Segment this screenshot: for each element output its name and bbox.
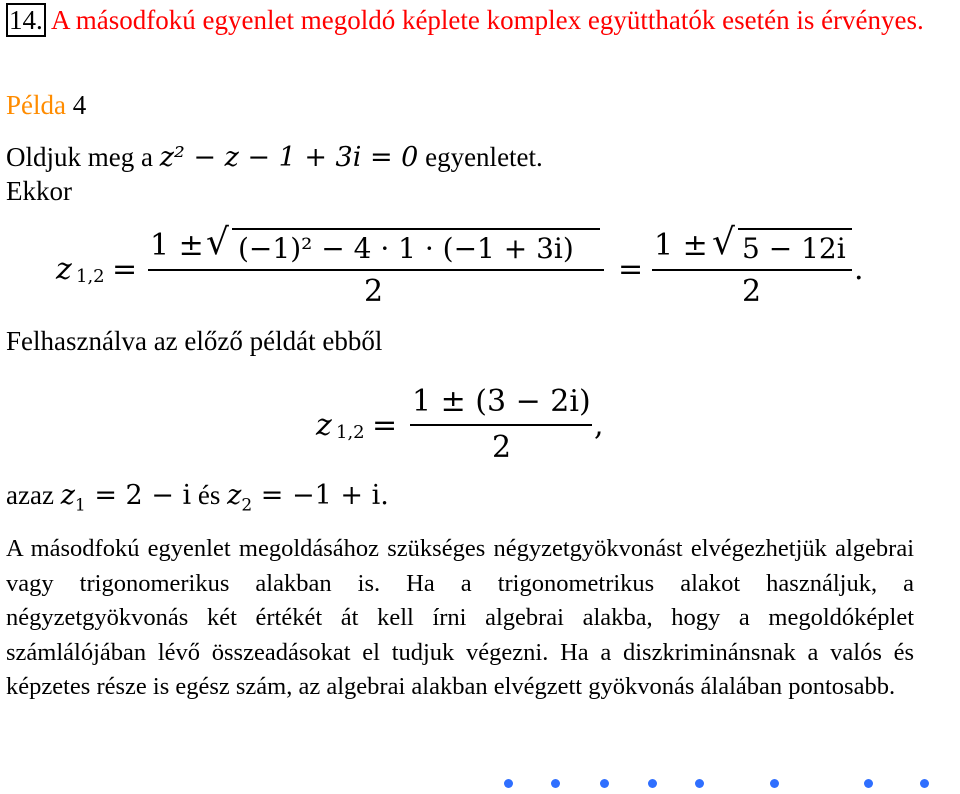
eq2-comma: , bbox=[594, 408, 604, 443]
z1-symbol: z bbox=[60, 480, 75, 511]
nav-first[interactable]: First bbox=[504, 775, 545, 792]
eq2-numerator: 1 ± (3 − 2i) bbox=[412, 384, 591, 419]
bullet-icon bbox=[920, 779, 929, 788]
example-heading bbox=[6, 88, 86, 122]
z1-sub: 1 bbox=[74, 495, 86, 516]
example-label: Példa bbox=[6, 90, 66, 120]
quadratic-formula-equation bbox=[56, 222, 916, 312]
z2-symbol: z bbox=[227, 480, 242, 511]
eq1-numerator-prefix: 1 ± bbox=[150, 228, 204, 263]
bullet-icon bbox=[695, 779, 704, 788]
bullet-icon bbox=[504, 779, 513, 788]
sqrt-sign-2: √ bbox=[712, 222, 735, 263]
navigation-bar bbox=[504, 772, 960, 794]
eq2-equals: = bbox=[372, 408, 398, 443]
eq1-equals: = bbox=[112, 252, 138, 287]
nav-close[interactable]: Close bbox=[864, 775, 914, 792]
nav-quit[interactable]: Quit bbox=[920, 775, 960, 792]
nav-full-screen[interactable]: Full Screen bbox=[770, 775, 858, 792]
explanation-paragraph: A másodfokú egyenlet megoldásához szükséges négyzetgyökvonást elvégezhetjük algebrai vagy trigonomerikus alakban is. Ha a trigonometrikus alakot használjuk, a négyzetgyökvonás két értékét át kell írni algebrai alakba, hogy a megoldóképlet számlálójában lévő összeadásokat el tudjuk végezni. Ha a diszkriminánsnak a valós és képzetes része is egész szám, az algebrai alakban elvégzett gyökvonás álalában pontosabb. bbox=[6, 535, 914, 700]
eq1-equals-2: = bbox=[618, 252, 644, 287]
bullet-icon bbox=[648, 779, 657, 788]
example-number: 4 bbox=[72, 90, 87, 120]
intro-equation: z² − z − 1 + 3i = 0 bbox=[159, 142, 419, 173]
eq2-lhs: z bbox=[316, 408, 332, 443]
z1-value: = 2 − i bbox=[85, 480, 192, 511]
eq1-radicand-2: 5 − 12i bbox=[742, 232, 846, 265]
eq2-lhs-sub: 1,2 bbox=[336, 422, 365, 443]
solution-equation bbox=[316, 380, 656, 470]
eq2-fraction-bar bbox=[410, 424, 592, 426]
sqrt-bar bbox=[232, 228, 600, 230]
title-text: A másodfokú egyenlet megoldó képlete komplex együtthatók esetén is érvényes. bbox=[45, 5, 924, 35]
intro-line bbox=[6, 140, 543, 175]
using-line: Felhasználva az előző példát ebből bbox=[6, 326, 383, 356]
z2-sub: 2 bbox=[241, 495, 253, 516]
eq1-lhs: z bbox=[56, 252, 72, 287]
eq1-denominator-2: 2 bbox=[742, 274, 762, 309]
slide-number: 14. bbox=[6, 3, 46, 37]
bullet-icon bbox=[770, 779, 779, 788]
eq1-fraction-bar-2 bbox=[652, 269, 852, 271]
bullet-icon bbox=[600, 779, 609, 788]
intro-suffix: egyenletet. bbox=[418, 142, 543, 172]
result-prefix: azaz bbox=[6, 480, 61, 510]
nav-next[interactable]: Next bbox=[600, 775, 643, 792]
intro-prefix: Oldjuk meg a bbox=[6, 142, 160, 172]
sqrt-sign: √ bbox=[206, 222, 229, 263]
slide-title bbox=[6, 2, 950, 38]
eq1-lhs-sub: 1,2 bbox=[76, 266, 105, 287]
eq1-period: . bbox=[854, 252, 864, 287]
nav-prev[interactable]: Prev bbox=[551, 775, 594, 792]
result-line bbox=[6, 478, 389, 516]
eq1-numerator2-prefix: 1 ± bbox=[654, 228, 708, 263]
nav-go-back[interactable]: Go Back bbox=[695, 775, 765, 792]
and-word: és bbox=[191, 480, 228, 510]
bullet-icon bbox=[551, 779, 560, 788]
then-line: Ekkor bbox=[6, 176, 72, 206]
eq1-fraction-bar bbox=[148, 269, 604, 271]
eq2-denominator: 2 bbox=[492, 430, 512, 465]
nav-last[interactable]: Last bbox=[648, 775, 688, 792]
z2-value: = −1 + i. bbox=[252, 480, 389, 511]
sqrt-bar-2 bbox=[738, 228, 852, 230]
eq1-denominator: 2 bbox=[364, 274, 384, 309]
eq1-radicand: (−1)² − 4 · 1 · (−1 + 3i) bbox=[238, 232, 574, 265]
bullet-icon bbox=[864, 779, 873, 788]
